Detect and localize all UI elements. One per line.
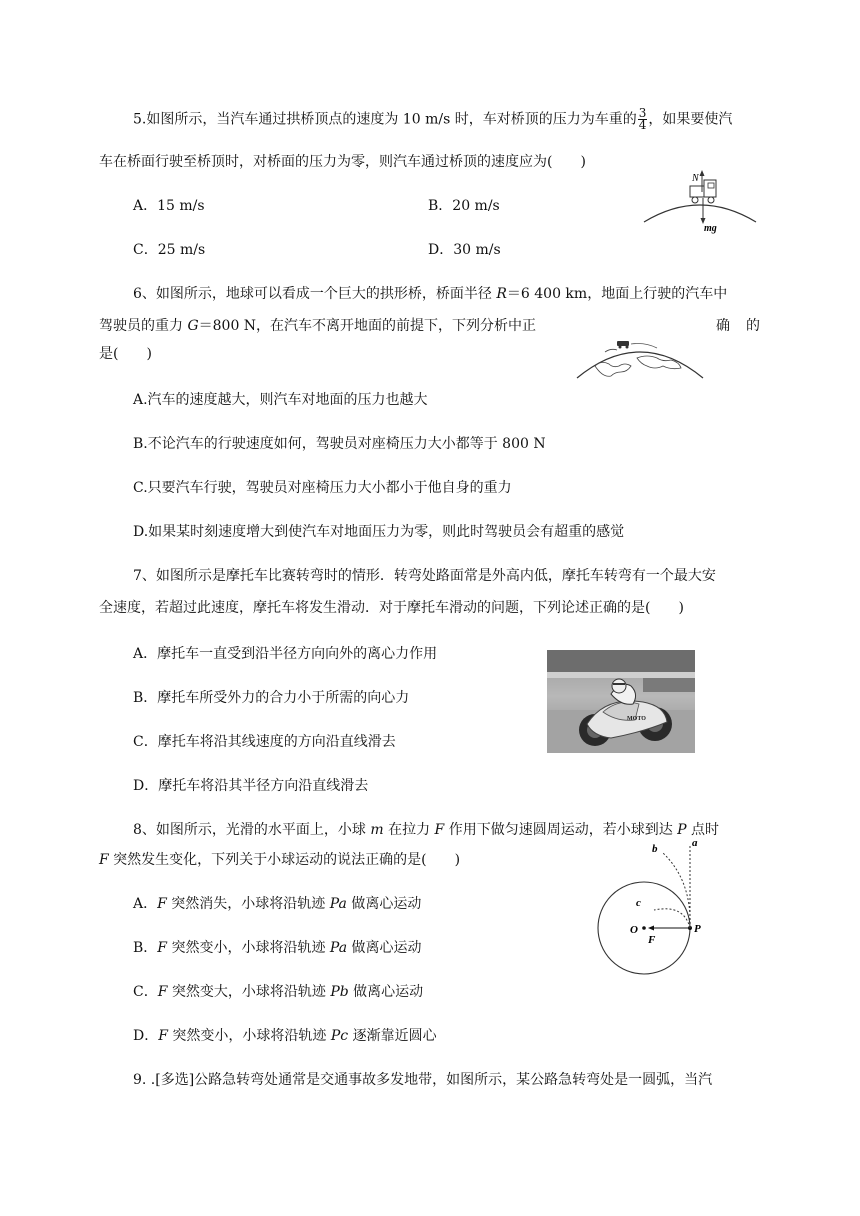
q8-var-f: F — [434, 822, 445, 838]
q8-figure-o-label: O — [630, 924, 638, 936]
q7-option-b: B．摩托车所受外力的合力小于所需的向心力 — [133, 690, 410, 706]
q8-figure-b-label: b — [652, 843, 658, 855]
q6-stem-line2 — [99, 316, 536, 336]
q6-var-r: R — [496, 286, 507, 302]
q8-option-d — [133, 1026, 437, 1046]
q6-var-g: G — [187, 318, 199, 334]
q5-option-a: A．15 m/s — [133, 198, 205, 214]
svg-text:MOTO: MOTO — [627, 716, 646, 722]
q8-var-f: F — [99, 852, 109, 868]
q8-var-m: m — [370, 822, 384, 838]
q8-option-text: 做离心运动 — [346, 896, 422, 912]
q9-stem-line1: 9. .[多选]公路急转弯处通常是交通事故多发地带，如图所示，某公路急转弯处是一圆弧，当汽 — [133, 1072, 713, 1088]
q5-figure-n-label: N — [692, 173, 699, 184]
q8-stem-text: 突然发生变化，下列关于小球运动的说法正确的是( ) — [108, 852, 461, 868]
q6-stem-text: 驾驶员的重力 — [99, 318, 188, 334]
q8-option-text: 突然变大，小球将沿轨迹 — [167, 984, 331, 1000]
q8-path-label: Pa — [329, 896, 347, 912]
q5-figure-mg-label: mg — [704, 223, 717, 234]
q8-figure-c-label: c — [636, 897, 641, 909]
q8-stem-text: 作用下做匀速圆周运动，若小球到达 — [444, 822, 678, 838]
q6-stem-text: ＝800 N，在汽车不离开地面的前提下，下列分析中正 — [198, 318, 537, 334]
q7-option-d: D．摩托车将沿其半径方向沿直线滑去 — [133, 778, 369, 794]
q7-option-a: A．摩托车一直受到沿半径方向向外的离心力作用 — [133, 646, 438, 662]
q8-path-label: Pa — [329, 940, 348, 956]
q6-stem-line3: 是( ) — [99, 346, 152, 362]
q8-option-label: C． — [133, 984, 158, 1000]
q5-option-d: D．30 m/s — [428, 242, 501, 258]
q6-earth-figure — [575, 336, 705, 380]
q7-stem-line2: 全速度，若超过此速度，摩托车将发生滑动．对于摩托车滑动的问题，下列论述正确的是( ) — [99, 600, 684, 616]
q8-option-text: 突然消失，小球将沿轨迹 — [166, 896, 330, 912]
q6-option-b: B.不论汽车的行驶速度如何，驾驶员对座椅压力大小都等于 800 N — [133, 436, 546, 452]
q6-option-d: D.如果某时刻速度增大到使汽车对地面压力为零，则此时驾驶员会有超重的感觉 — [133, 524, 625, 540]
q8-stem-line2 — [99, 850, 460, 870]
q8-option-text: 做离心运动 — [347, 940, 422, 956]
q5-stem-text: 5.如图所示，当汽车通过拱桥顶点的速度为 10 m/s 时，车对桥顶的压力为车重的 — [133, 111, 637, 128]
q6-option-c: C.只要汽车行驶，驾驶员对座椅压力大小都小于他自身的重力 — [133, 480, 512, 496]
q8-figure-p-label: P — [694, 923, 701, 935]
q8-figure-f-label: F — [648, 934, 656, 946]
q6-stem-line1 — [133, 284, 727, 304]
q8-option-label: A． — [133, 896, 158, 912]
q8-var-f: F — [157, 940, 168, 956]
q8-option-a — [133, 894, 421, 914]
q8-option-b — [133, 938, 422, 958]
q5-bridge-figure — [640, 170, 760, 236]
q8-var-p: P — [677, 822, 687, 838]
q5-option-c: C．25 m/s — [133, 242, 206, 258]
q8-var-f: F — [158, 1028, 168, 1044]
q6-stem-text: ＝6 400 km，地面上行驶的汽车中 — [506, 286, 728, 302]
q8-var-f: F — [157, 896, 167, 912]
q5-frac-den: 4 — [638, 118, 647, 132]
q8-var-f: F — [157, 984, 168, 1000]
q5-stem-line1 — [133, 108, 732, 131]
q6-option-a: A.汽车的速度越大，则汽车对地面的压力也越大 — [133, 392, 428, 408]
q8-option-c — [133, 982, 423, 1002]
q5-option-b: B．20 m/s — [428, 198, 500, 214]
q6-stem-text: 6、如图所示，地球可以看成一个巨大的拱形桥，桥面半径 — [133, 286, 497, 302]
q8-stem-text: 8、如图所示，光滑的水平面上，小球 — [133, 822, 371, 838]
q8-option-label: B． — [133, 940, 158, 956]
q8-stem-text: 在拉力 — [383, 822, 435, 838]
q5-frac-num: 3 — [638, 106, 647, 120]
q8-circle-figure — [590, 830, 720, 980]
q5-fraction — [638, 108, 648, 131]
q5-stem-text: ，如果要使汽 — [648, 111, 733, 128]
q7-motorcycle-photo — [547, 650, 695, 753]
q8-option-text: 突然变小，小球将沿轨迹 — [167, 1028, 331, 1044]
q8-option-text: 突然变小，小球将沿轨迹 — [167, 940, 330, 956]
q8-option-text: 做离心运动 — [348, 984, 424, 1000]
q6-stem-word: 确 — [716, 318, 730, 334]
q8-stem-text: 点时 — [686, 822, 720, 838]
q8-path-label: Pb — [330, 984, 349, 1000]
q5-stem-line2: 车在桥面行驶至桥顶时，对桥面的压力为零，则汽车通过桥顶的速度应为( ) — [99, 154, 586, 170]
q7-option-c: C．摩托车将沿其线速度的方向沿直线滑去 — [133, 734, 396, 750]
q6-stem-word: 的 — [746, 318, 760, 334]
q8-option-label: D． — [133, 1028, 159, 1044]
q8-figure-a-label: a — [692, 837, 698, 849]
q8-option-text: 逐渐靠近圆心 — [348, 1028, 437, 1044]
q7-stem-line1: 7、如图所示是摩托车比赛转弯时的情形．转弯处路面常是外高内低，摩托车转弯有一个最大安 — [133, 568, 716, 584]
q8-path-label: Pc — [330, 1028, 349, 1044]
